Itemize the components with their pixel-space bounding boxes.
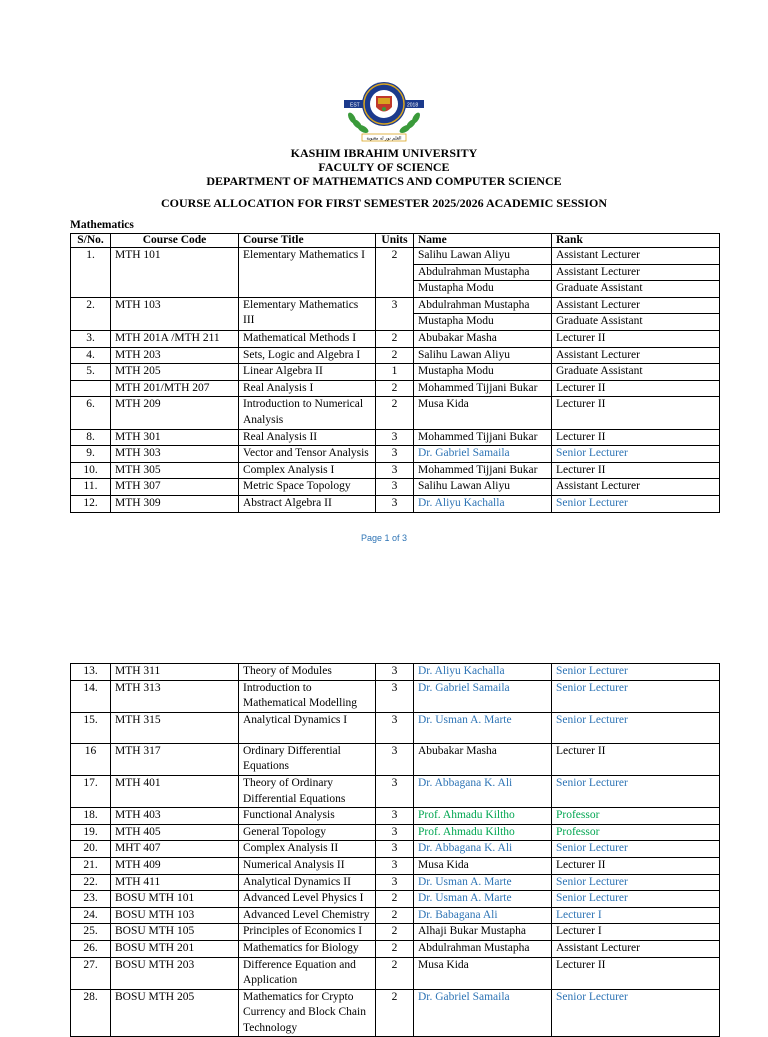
cell-course-title: Mathematical Methods I	[239, 330, 376, 347]
cell-sn: 13.	[71, 664, 111, 681]
cell-units: 3	[376, 297, 414, 330]
cell-staff-rank: Professor	[552, 824, 720, 841]
cell-staff-rank: Lecturer I	[552, 907, 720, 924]
cell-course-code: MTH 101	[111, 248, 239, 298]
cell-units: 3	[376, 446, 414, 463]
cell-staff-name: Dr. Gabriel Samaila	[414, 989, 552, 1037]
table-row	[71, 907, 720, 924]
cell-course-title: Complex Analysis I	[239, 462, 376, 479]
cell-course-code: MTH 315	[111, 712, 239, 743]
cell-staff-name: Mustapha Modu	[414, 281, 552, 298]
cell-course-title: Advanced Level Physics I	[239, 891, 376, 908]
cell-course-code: MTH 401	[111, 775, 239, 807]
cell-staff-name: Mohammed Tijjani Bukar	[414, 462, 552, 479]
column-header-sn: S/No.	[71, 234, 111, 248]
cell-staff-name: Prof. Ahmadu Kiltho	[414, 808, 552, 825]
cell-course-code: MTH 203	[111, 347, 239, 364]
cell-course-title: General Topology	[239, 824, 376, 841]
cell-units: 2	[376, 891, 414, 908]
cell-units: 3	[376, 874, 414, 891]
cell-staff-name: Dr. Usman A. Marte	[414, 874, 552, 891]
cell-staff-name: Abdulrahman Mustapha	[414, 297, 552, 314]
cell-sn: 18.	[71, 808, 111, 825]
cell-units: 3	[376, 857, 414, 874]
cell-sn: 23.	[71, 891, 111, 908]
cell-staff-rank: Assistant Lecturer	[552, 264, 720, 281]
document-title: COURSE ALLOCATION FOR FIRST SEMESTER 2025/2026 ACADEMIC SESSION	[161, 196, 607, 210]
cell-staff-rank: Assistant Lecturer	[552, 479, 720, 496]
cell-staff-rank: Lecturer II	[552, 743, 720, 775]
cell-course-title: Mathematics for Crypto Currency and Block Chain Technology	[239, 989, 376, 1037]
cell-units: 3	[376, 743, 414, 775]
cell-units: 2	[376, 924, 414, 941]
cell-sn: 17.	[71, 775, 111, 807]
table-row	[71, 248, 720, 265]
cell-staff-rank: Professor	[552, 808, 720, 825]
table-row	[71, 479, 720, 496]
table-row	[71, 743, 720, 775]
cell-sn: 28.	[71, 989, 111, 1037]
cell-course-title: Real Analysis I	[239, 380, 376, 397]
table-row	[71, 824, 720, 841]
cell-sn: 25.	[71, 924, 111, 941]
cell-course-title: Introduction to Numerical Analysis	[239, 397, 376, 429]
cell-course-code: MTH 201A /MTH 211	[111, 330, 239, 347]
cell-course-title: Functional Analysis	[239, 808, 376, 825]
cell-course-title: Advanced Level Chemistry	[239, 907, 376, 924]
cell-staff-rank: Lecturer II	[552, 380, 720, 397]
table-row	[71, 940, 720, 957]
cell-staff-rank: Senior Lecturer	[552, 841, 720, 858]
cell-units: 2	[376, 330, 414, 347]
cell-sn: 24.	[71, 907, 111, 924]
cell-course-code: MTH 405	[111, 824, 239, 841]
cell-course-code: BOSU MTH 205	[111, 989, 239, 1037]
table-row	[71, 397, 720, 429]
cell-units: 3	[376, 841, 414, 858]
table-row	[71, 924, 720, 941]
cell-staff-rank: Graduate Assistant	[552, 364, 720, 381]
cell-course-title: Principles of Economics I	[239, 924, 376, 941]
cell-staff-name: Dr. Gabriel Samaila	[414, 680, 552, 712]
cell-course-code: MTH 205	[111, 364, 239, 381]
cell-staff-rank: Senior Lecturer	[552, 989, 720, 1037]
cell-course-title: Sets, Logic and Algebra I	[239, 347, 376, 364]
cell-sn: 21.	[71, 857, 111, 874]
column-header-name: Name	[414, 234, 552, 248]
table-row	[71, 680, 720, 712]
cell-course-code: MTH 209	[111, 397, 239, 429]
university-logo	[338, 74, 430, 144]
allocation-table-page-1	[70, 233, 720, 513]
cell-course-code: MTH 313	[111, 680, 239, 712]
cell-staff-rank: Lecturer II	[552, 330, 720, 347]
cell-staff-name: Mustapha Modu	[414, 314, 552, 331]
cell-course-code: BOSU MTH 103	[111, 907, 239, 924]
cell-course-title: Ordinary Differential Equations	[239, 743, 376, 775]
cell-staff-name: Dr. Gabriel Samaila	[414, 446, 552, 463]
cell-course-code: BOSU MTH 201	[111, 940, 239, 957]
cell-course-title: Analytical Dynamics I	[239, 712, 376, 743]
cell-staff-rank: Assistant Lecturer	[552, 940, 720, 957]
university-crest-icon	[338, 74, 430, 144]
cell-staff-rank: Senior Lecturer	[552, 775, 720, 807]
table-row	[71, 891, 720, 908]
cell-staff-name: Dr. Abbagana K. Ali	[414, 841, 552, 858]
cell-course-title: Vector and Tensor Analysis	[239, 446, 376, 463]
cell-units: 3	[376, 495, 414, 512]
table-row	[71, 775, 720, 807]
cell-sn: 15.	[71, 712, 111, 743]
table-row	[71, 495, 720, 512]
cell-staff-name: Abdulrahman Mustapha	[414, 264, 552, 281]
cell-course-code: MHT 407	[111, 841, 239, 858]
cell-sn: 10.	[71, 462, 111, 479]
table-row	[71, 808, 720, 825]
cell-staff-rank: Graduate Assistant	[552, 314, 720, 331]
allocation-table-page-2	[70, 663, 720, 1037]
cell-staff-name: Salihu Lawan Aliyu	[414, 347, 552, 364]
cell-staff-rank: Lecturer I	[552, 924, 720, 941]
cell-sn: 12.	[71, 495, 111, 512]
cell-course-code: MTH 311	[111, 664, 239, 681]
cell-units: 3	[376, 664, 414, 681]
cell-staff-name: Dr. Babagana Ali	[414, 907, 552, 924]
cell-course-code: MTH 411	[111, 874, 239, 891]
cell-course-title: Real Analysis II	[239, 429, 376, 446]
cell-staff-name: Abdulrahman Mustapha	[414, 940, 552, 957]
cell-staff-name: Abubakar Masha	[414, 330, 552, 347]
section-label: Mathematics	[70, 219, 134, 231]
column-header-units: Units	[376, 234, 414, 248]
cell-units: 3	[376, 712, 414, 743]
cell-units: 3	[376, 775, 414, 807]
cell-sn: 19.	[71, 824, 111, 841]
cell-units: 3	[376, 429, 414, 446]
cell-staff-name: Musa Kida	[414, 957, 552, 989]
table-row	[71, 364, 720, 381]
cell-staff-name: Dr. Usman A. Marte	[414, 891, 552, 908]
cell-sn	[71, 380, 111, 397]
cell-sn: 8.	[71, 429, 111, 446]
svg-text:2018: 2018	[407, 102, 419, 109]
cell-sn: 6.	[71, 397, 111, 429]
cell-units: 3	[376, 680, 414, 712]
column-header-code: Course Code	[111, 234, 239, 248]
cell-staff-rank: Lecturer II	[552, 397, 720, 429]
cell-units: 3	[376, 462, 414, 479]
cell-course-title: Linear Algebra II	[239, 364, 376, 381]
cell-sn: 9.	[71, 446, 111, 463]
table-row	[71, 380, 720, 397]
cell-staff-name: Alhaji Bukar Mustapha	[414, 924, 552, 941]
cell-staff-name: Prof. Ahmadu Kiltho	[414, 824, 552, 841]
cell-course-title: Analytical Dynamics II	[239, 874, 376, 891]
cell-course-title: Metric Space Topology	[239, 479, 376, 496]
cell-staff-name: Salihu Lawan Aliyu	[414, 248, 552, 265]
table-row	[71, 712, 720, 743]
cell-staff-name: Mohammed Tijjani Bukar	[414, 380, 552, 397]
cell-staff-rank: Lecturer II	[552, 429, 720, 446]
cell-sn: 14.	[71, 680, 111, 712]
cell-course-code: MTH 317	[111, 743, 239, 775]
faculty-name: FACULTY OF SCIENCE	[318, 160, 450, 174]
table-row	[71, 874, 720, 891]
cell-course-code: BOSU MTH 203	[111, 957, 239, 989]
cell-units: 2	[376, 248, 414, 298]
column-header-title: Course Title	[239, 234, 376, 248]
cell-sn: 4.	[71, 347, 111, 364]
cell-staff-name: Dr. Usman A. Marte	[414, 712, 552, 743]
cell-sn: 27.	[71, 957, 111, 989]
cell-course-title: Abstract Algebra II	[239, 495, 376, 512]
svg-text:EST: EST	[350, 102, 360, 109]
cell-units: 2	[376, 957, 414, 989]
cell-staff-name: Salihu Lawan Aliyu	[414, 479, 552, 496]
cell-staff-name: Dr. Aliyu Kachalla	[414, 664, 552, 681]
cell-staff-rank: Senior Lecturer	[552, 680, 720, 712]
table-row	[71, 664, 720, 681]
cell-course-code: MTH 309	[111, 495, 239, 512]
department-name: DEPARTMENT OF MATHEMATICS AND COMPUTER SCIENCE	[206, 174, 562, 188]
cell-course-title: Theory of Ordinary Differential Equations	[239, 775, 376, 807]
cell-course-code: MTH 305	[111, 462, 239, 479]
table-row	[71, 330, 720, 347]
table-row	[71, 446, 720, 463]
cell-units: 1	[376, 364, 414, 381]
cell-course-title: Difference Equation and Application	[239, 957, 376, 989]
cell-sn: 2.	[71, 297, 111, 330]
cell-course-code: MTH 307	[111, 479, 239, 496]
document-page-2	[0, 663, 768, 1034]
cell-staff-rank: Senior Lecturer	[552, 664, 720, 681]
cell-course-title: Elementary Mathematics I	[239, 248, 376, 298]
cell-course-title: Mathematics for Biology	[239, 940, 376, 957]
cell-units: 2	[376, 940, 414, 957]
cell-course-title: Numerical Analysis II	[239, 857, 376, 874]
cell-staff-name: Dr. Abbagana K. Ali	[414, 775, 552, 807]
table-row	[71, 989, 720, 1037]
cell-course-code: MTH 409	[111, 857, 239, 874]
table-header-row	[71, 234, 720, 248]
cell-units: 2	[376, 989, 414, 1037]
cell-staff-rank: Senior Lecturer	[552, 446, 720, 463]
cell-units: 2	[376, 397, 414, 429]
cell-units: 3	[376, 808, 414, 825]
cell-units: 3	[376, 824, 414, 841]
cell-units: 2	[376, 347, 414, 364]
cell-sn: 1.	[71, 248, 111, 298]
table-row	[71, 429, 720, 446]
cell-staff-rank: Assistant Lecturer	[552, 297, 720, 314]
svg-text:العلم نور له معنوية: العلم نور له معنوية	[366, 136, 402, 142]
page-number: Page 1 of 3	[360, 533, 408, 543]
table-row	[71, 841, 720, 858]
cell-units: 2	[376, 380, 414, 397]
cell-course-title: Theory of Modules	[239, 664, 376, 681]
table-row	[71, 957, 720, 989]
cell-sn: 20.	[71, 841, 111, 858]
cell-course-code: MTH 301	[111, 429, 239, 446]
cell-staff-rank: Senior Lecturer	[552, 874, 720, 891]
cell-sn: 3.	[71, 330, 111, 347]
cell-staff-rank: Assistant Lecturer	[552, 248, 720, 265]
cell-units: 3	[376, 479, 414, 496]
cell-staff-name: Musa Kida	[414, 857, 552, 874]
column-header-rank: Rank	[552, 234, 720, 248]
cell-sn: 16	[71, 743, 111, 775]
table-row	[71, 347, 720, 364]
cell-course-code: MTH 403	[111, 808, 239, 825]
table-row	[71, 297, 720, 314]
cell-sn: 26.	[71, 940, 111, 957]
cell-staff-rank: Lecturer II	[552, 462, 720, 479]
cell-staff-rank: Lecturer II	[552, 957, 720, 989]
cell-course-title: Introduction to Mathematical Modelling	[239, 680, 376, 712]
cell-staff-rank: Graduate Assistant	[552, 281, 720, 298]
cell-course-code: BOSU MTH 101	[111, 891, 239, 908]
cell-staff-rank: Assistant Lecturer	[552, 347, 720, 364]
cell-staff-rank: Senior Lecturer	[552, 495, 720, 512]
cell-course-title: Elementary Mathematics III	[239, 297, 376, 330]
cell-course-title: Complex Analysis II	[239, 841, 376, 858]
cell-staff-name: Musa Kida	[414, 397, 552, 429]
cell-course-code: MTH 103	[111, 297, 239, 330]
cell-course-code: MTH 303	[111, 446, 239, 463]
cell-course-code: BOSU MTH 105	[111, 924, 239, 941]
cell-units: 2	[376, 907, 414, 924]
cell-staff-name: Dr. Aliyu Kachalla	[414, 495, 552, 512]
cell-sn: 5.	[71, 364, 111, 381]
cell-staff-rank: Lecturer II	[552, 857, 720, 874]
cell-staff-name: Abubakar Masha	[414, 743, 552, 775]
cell-sn: 11.	[71, 479, 111, 496]
cell-sn: 22.	[71, 874, 111, 891]
cell-course-code: MTH 201/MTH 207	[111, 380, 239, 397]
cell-staff-rank: Senior Lecturer	[552, 891, 720, 908]
cell-staff-name: Mustapha Modu	[414, 364, 552, 381]
table-row	[71, 462, 720, 479]
table-row	[71, 857, 720, 874]
university-name: KASHIM IBRAHIM UNIVERSITY	[290, 146, 478, 160]
cell-staff-rank: Senior Lecturer	[552, 712, 720, 743]
cell-staff-name: Mohammed Tijjani Bukar	[414, 429, 552, 446]
